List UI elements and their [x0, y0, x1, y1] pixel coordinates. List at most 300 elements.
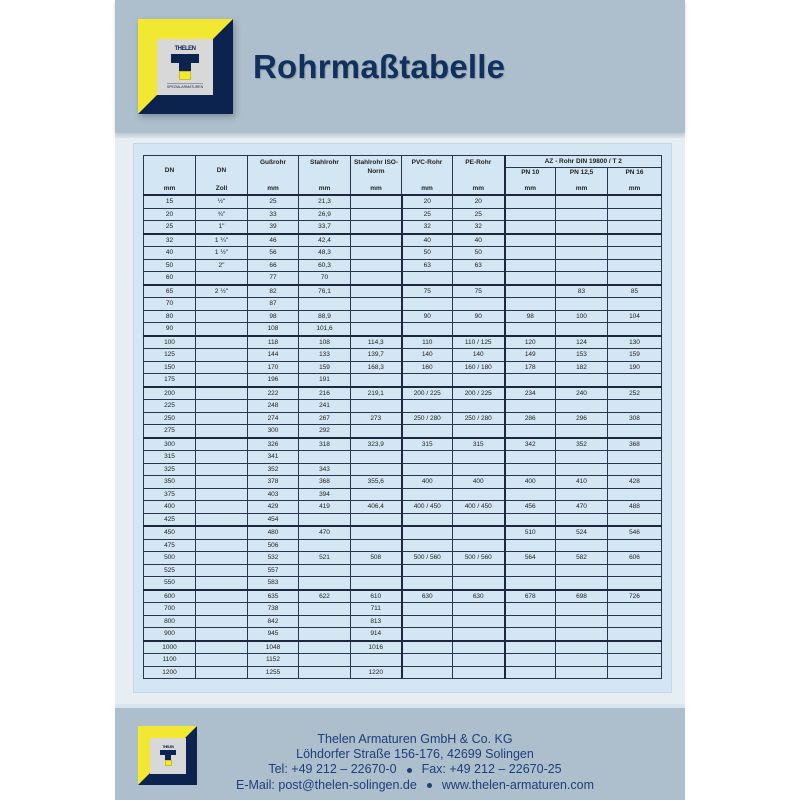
cell-pn10: [505, 272, 556, 285]
cell-pn12: [556, 208, 608, 221]
cell-dn_zoll: [196, 526, 248, 539]
cell-pn10: 564: [505, 552, 556, 565]
header-row-1: [144, 156, 662, 168]
cell-pvc: 200 / 225: [402, 387, 453, 400]
column-unit: mm: [524, 185, 537, 192]
cell-pe: [453, 564, 505, 577]
cell-dn_zoll: 1 ¼": [196, 234, 248, 247]
cell-dn_zoll: [196, 310, 248, 323]
cell-dn_zoll: [196, 603, 248, 616]
cell-guss: 248: [248, 400, 299, 413]
cell-stahl_iso: 139,7: [351, 349, 402, 362]
cell-stahl_iso: [351, 451, 402, 464]
cell-dn_zoll: [196, 641, 248, 654]
cell-pn10: 286: [505, 412, 556, 425]
logo-brand-text: THELEN: [174, 45, 196, 52]
cell-pn12: 296: [556, 412, 608, 425]
logo-inner: [150, 738, 186, 774]
cell-pn10: [505, 628, 556, 641]
cell-guss: 196: [248, 374, 299, 387]
t-mark-icon: [171, 54, 199, 80]
cell-dn_mm: 1100: [144, 654, 196, 667]
cell-stahl_iso: 914: [351, 628, 402, 641]
cell-stahl: 368: [299, 476, 351, 489]
cell-stahl_iso: 406,4: [351, 501, 402, 514]
cell-pn12: 698: [556, 590, 608, 603]
cell-stahl_iso: [351, 234, 402, 247]
cell-pn16: [608, 654, 662, 667]
table-row: [144, 208, 662, 221]
cell-dn_mm: 700: [144, 603, 196, 616]
cell-stahl_iso: [351, 285, 402, 298]
column-unit: mm: [318, 185, 331, 192]
cell-pe: 110 / 125: [453, 336, 505, 349]
cell-dn_mm: 600: [144, 590, 196, 603]
table-row: [144, 387, 662, 400]
cell-guss: 352: [248, 463, 299, 476]
cell-pn12: 182: [556, 361, 608, 374]
cell-pn10: [505, 400, 556, 413]
cell-dn_zoll: [196, 298, 248, 311]
cell-dn_zoll: [196, 349, 248, 362]
cell-dn_zoll: 1": [196, 221, 248, 234]
fax-number: Fax: +49 212 – 22670-25: [421, 762, 562, 777]
cell-stahl: [299, 298, 351, 311]
column-header: [144, 156, 196, 196]
cell-pn10: [505, 298, 556, 311]
cell-pn16: 546: [608, 526, 662, 539]
cell-pe: 20: [453, 195, 505, 208]
cell-dn_mm: 225: [144, 400, 196, 413]
cell-pn12: [556, 425, 608, 438]
contact-block: [195, 732, 635, 793]
cell-guss: 87: [248, 298, 299, 311]
cell-stahl_iso: [351, 195, 402, 208]
cell-pvc: [402, 272, 453, 285]
cell-pe: [453, 513, 505, 526]
cell-pn16: [608, 374, 662, 387]
cell-pe: 315: [453, 438, 505, 451]
cell-pvc: [402, 666, 453, 679]
cell-stahl: [299, 451, 351, 464]
cell-guss: 300: [248, 425, 299, 438]
cell-pn16: [608, 628, 662, 641]
cell-stahl_iso: [351, 323, 402, 336]
column-label: PVC-Rohr: [411, 159, 443, 166]
cell-pn16: [608, 564, 662, 577]
cell-pn10: [505, 577, 556, 590]
cell-dn_mm: 20: [144, 208, 196, 221]
cell-pn12: [556, 298, 608, 311]
cell-stahl_iso: 813: [351, 615, 402, 628]
cell-stahl_iso: [351, 539, 402, 552]
cell-pe: 63: [453, 259, 505, 272]
table-row: [144, 590, 662, 603]
cell-pe: [453, 628, 505, 641]
cell-pvc: [402, 298, 453, 311]
cell-dn_mm: 425: [144, 513, 196, 526]
cell-guss: 429: [248, 501, 299, 514]
table-row: [144, 438, 662, 451]
cell-dn_mm: 50: [144, 259, 196, 272]
cell-pn12: [556, 641, 608, 654]
cell-pn12: [556, 400, 608, 413]
column-header: [299, 156, 351, 196]
cell-stahl: [299, 628, 351, 641]
cell-pvc: [402, 488, 453, 501]
cell-pn10: [505, 666, 556, 679]
cell-guss: 56: [248, 247, 299, 260]
cell-pe: [453, 374, 505, 387]
cell-pn12: [556, 564, 608, 577]
cell-pvc: [402, 526, 453, 539]
bullet-icon: [407, 768, 412, 773]
table-row: [144, 349, 662, 362]
cell-pvc: [402, 513, 453, 526]
table-row: [144, 336, 662, 349]
cell-pvc: 25: [402, 208, 453, 221]
cell-pn12: [556, 463, 608, 476]
cell-pn12: 153: [556, 349, 608, 362]
cell-pe: 200 / 225: [453, 387, 505, 400]
cell-guss: 738: [248, 603, 299, 616]
cell-pn16: 726: [608, 590, 662, 603]
cell-pn10: [505, 259, 556, 272]
cell-pn16: 308: [608, 412, 662, 425]
table-row: [144, 577, 662, 590]
cell-pn12: [556, 234, 608, 247]
cell-stahl_iso: [351, 272, 402, 285]
thelen-logo-small: [138, 726, 197, 785]
table-panel: [133, 143, 672, 693]
cell-stahl: [299, 577, 351, 590]
bullet-icon: [427, 783, 432, 788]
cell-pe: [453, 666, 505, 679]
column-unit: mm: [370, 185, 382, 192]
cell-pvc: 315: [402, 438, 453, 451]
cell-pn16: [608, 425, 662, 438]
cell-pn10: [505, 513, 556, 526]
cell-dn_mm: 500: [144, 552, 196, 565]
table-row: [144, 526, 662, 539]
cell-pe: 32: [453, 221, 505, 234]
cell-pn10: [505, 195, 556, 208]
cell-stahl_iso: 323,9: [351, 438, 402, 451]
cell-pn16: 606: [608, 552, 662, 565]
cell-stahl: [299, 666, 351, 679]
cell-guss: 583: [248, 577, 299, 590]
cell-dn_mm: 375: [144, 488, 196, 501]
cell-pvc: 20: [402, 195, 453, 208]
cell-dn_zoll: [196, 513, 248, 526]
column-unit: mm: [163, 185, 176, 192]
cell-pn12: 410: [556, 476, 608, 489]
cell-pvc: [402, 400, 453, 413]
cell-pn12: [556, 374, 608, 387]
cell-guss: 33: [248, 208, 299, 221]
cell-pn10: [505, 234, 556, 247]
cell-pn10: 400: [505, 476, 556, 489]
cell-pvc: [402, 577, 453, 590]
table-row: [144, 654, 662, 667]
cell-stahl_iso: 168,3: [351, 361, 402, 374]
cell-stahl: 88,9: [299, 310, 351, 323]
column-label: PN 16: [625, 169, 644, 176]
email-link[interactable]: E-Mail: post@thelen-solingen.de: [236, 777, 417, 792]
cell-pn16: 428: [608, 476, 662, 489]
cell-pvc: [402, 539, 453, 552]
company-address: Löhdorfer Straße 156-176, 42699 Solingen: [296, 747, 534, 762]
cell-stahl_iso: 1016: [351, 641, 402, 654]
cell-pe: 50: [453, 247, 505, 260]
table-area: [115, 138, 685, 704]
cell-stahl_iso: 610: [351, 590, 402, 603]
cell-pvc: 400: [402, 476, 453, 489]
cell-pn16: [608, 221, 662, 234]
cell-dn_zoll: [196, 628, 248, 641]
cell-pe: [453, 641, 505, 654]
cell-pn10: 342: [505, 438, 556, 451]
cell-stahl_iso: [351, 400, 402, 413]
cell-pn16: 368: [608, 438, 662, 451]
cell-dn_mm: 200: [144, 387, 196, 400]
column-unit: mm: [472, 185, 485, 192]
cell-pn12: [556, 577, 608, 590]
cell-dn_zoll: [196, 552, 248, 565]
cell-stahl: 108: [299, 336, 351, 349]
cell-guss: 1048: [248, 641, 299, 654]
column-label: Gußrohr: [260, 159, 286, 166]
table-row: [144, 463, 662, 476]
thelen-logo: [138, 19, 233, 114]
cell-pe: [453, 654, 505, 667]
cell-dn_zoll: [196, 438, 248, 451]
cell-pn12: 83: [556, 285, 608, 298]
cell-pn12: [556, 488, 608, 501]
cell-pvc: 250 / 280: [402, 412, 453, 425]
cell-pn12: 352: [556, 438, 608, 451]
cell-dn_mm: 275: [144, 425, 196, 438]
cell-pn10: [505, 208, 556, 221]
cell-stahl: 26,9: [299, 208, 351, 221]
cell-stahl: 419: [299, 501, 351, 514]
cell-guss: 108: [248, 323, 299, 336]
cell-pn10: [505, 539, 556, 552]
cell-stahl: [299, 513, 351, 526]
cell-pe: 40: [453, 234, 505, 247]
column-unit: Zoll: [215, 185, 228, 192]
cell-stahl: 394: [299, 488, 351, 501]
cell-dn_mm: 400: [144, 501, 196, 514]
cell-pvc: [402, 628, 453, 641]
cell-pn16: 488: [608, 501, 662, 514]
cell-pn16: [608, 259, 662, 272]
cell-guss: 454: [248, 513, 299, 526]
cell-pn10: [505, 603, 556, 616]
cell-guss: 144: [248, 349, 299, 362]
cell-pvc: [402, 451, 453, 464]
cell-pn12: [556, 513, 608, 526]
cell-pvc: [402, 463, 453, 476]
cell-stahl: [299, 564, 351, 577]
column-header: [402, 156, 453, 196]
page-title: Rohrmaßtabelle: [253, 48, 506, 85]
cell-guss: 66: [248, 259, 299, 272]
cell-pvc: 75: [402, 285, 453, 298]
cell-pn16: [608, 603, 662, 616]
cell-dn_zoll: [196, 336, 248, 349]
cell-pn16: [608, 195, 662, 208]
column-unit: mm: [575, 185, 588, 192]
column-header: [351, 156, 402, 196]
cell-pvc: 500 / 560: [402, 552, 453, 565]
cell-pn16: 159: [608, 349, 662, 362]
cell-stahl: 60,3: [299, 259, 351, 272]
table-row: [144, 374, 662, 387]
cell-stahl_iso: [351, 208, 402, 221]
footer-band: [115, 708, 685, 800]
cell-dn_mm: 315: [144, 451, 196, 464]
cell-stahl_iso: [351, 374, 402, 387]
cell-dn_zoll: [196, 666, 248, 679]
data-sheet: [115, 0, 685, 800]
cell-pn12: [556, 272, 608, 285]
cell-pn16: 190: [608, 361, 662, 374]
cell-pe: 90: [453, 310, 505, 323]
cell-stahl: 42,4: [299, 234, 351, 247]
cell-dn_mm: 32: [144, 234, 196, 247]
table-row: [144, 488, 662, 501]
cell-dn_zoll: [196, 590, 248, 603]
cell-pe: [453, 526, 505, 539]
cell-dn_zoll: [196, 323, 248, 336]
cell-pe: [453, 451, 505, 464]
company-name: Thelen Armaturen GmbH & Co. KG: [317, 732, 513, 746]
cell-stahl: [299, 539, 351, 552]
column-label: PE-Rohr: [465, 159, 492, 166]
cell-pn12: [556, 654, 608, 667]
cell-pvc: [402, 603, 453, 616]
cell-pn10: 149: [505, 349, 556, 362]
table-row: [144, 451, 662, 464]
cell-pn12: [556, 615, 608, 628]
table-row: [144, 628, 662, 641]
cell-pn16: [608, 615, 662, 628]
cell-stahl_iso: 508: [351, 552, 402, 565]
cell-dn_mm: 300: [144, 438, 196, 451]
cell-pe: [453, 298, 505, 311]
cell-pn16: [608, 247, 662, 260]
cell-pvc: [402, 615, 453, 628]
column-label: Stahlrohr ISO-Norm: [353, 159, 399, 175]
cell-pn16: [608, 666, 662, 679]
column-label: PN 12,5: [569, 169, 594, 176]
cell-pe: [453, 425, 505, 438]
cell-pn16: [608, 463, 662, 476]
cell-dn_zoll: [196, 488, 248, 501]
cell-guss: 82: [248, 285, 299, 298]
cell-pn12: [556, 666, 608, 679]
cell-pn12: [556, 259, 608, 272]
cell-pn12: [556, 323, 608, 336]
cell-pn16: [608, 234, 662, 247]
column-unit: mm: [267, 185, 279, 192]
website-link[interactable]: www.thelen-armaturen.com: [441, 777, 594, 792]
cell-stahl_iso: 219,1: [351, 387, 402, 400]
cell-guss: 480: [248, 526, 299, 539]
column-header: [453, 156, 505, 196]
column-unit: mm: [628, 185, 641, 192]
cell-guss: 945: [248, 628, 299, 641]
cell-stahl: 159: [299, 361, 351, 374]
table-row: [144, 361, 662, 374]
cell-pvc: 50: [402, 247, 453, 260]
table-row: [144, 513, 662, 526]
cell-stahl_iso: [351, 654, 402, 667]
cell-stahl: [299, 641, 351, 654]
cell-guss: 25: [248, 195, 299, 208]
cell-stahl: 470: [299, 526, 351, 539]
cell-dn_zoll: 1 ½": [196, 247, 248, 260]
cell-pe: [453, 603, 505, 616]
cell-guss: 118: [248, 336, 299, 349]
pipe-dimension-table: [143, 155, 662, 679]
phone-fax-line: [195, 762, 635, 777]
cell-pe: 500 / 560: [453, 552, 505, 565]
cell-pn16: [608, 208, 662, 221]
cell-guss: 378: [248, 476, 299, 489]
cell-dn_mm: 1200: [144, 666, 196, 679]
table-row: [144, 247, 662, 260]
cell-guss: 842: [248, 615, 299, 628]
cell-stahl: 70: [299, 272, 351, 285]
column-label: DN: [216, 167, 227, 174]
cell-pn10: 678: [505, 590, 556, 603]
table-row: [144, 425, 662, 438]
cell-guss: 403: [248, 488, 299, 501]
cell-pe: 400: [453, 476, 505, 489]
table-row: [144, 221, 662, 234]
logo-inner: [157, 39, 213, 95]
cell-pn12: 100: [556, 310, 608, 323]
cell-stahl: 191: [299, 374, 351, 387]
cell-dn_zoll: ¾": [196, 208, 248, 221]
cell-stahl: 216: [299, 387, 351, 400]
table-row: [144, 412, 662, 425]
cell-pe: [453, 272, 505, 285]
cell-pn10: 98: [505, 310, 556, 323]
table-row: [144, 195, 662, 208]
cell-dn_zoll: [196, 463, 248, 476]
cell-guss: 77: [248, 272, 299, 285]
cell-stahl_iso: [351, 488, 402, 501]
cell-stahl: 76,1: [299, 285, 351, 298]
cell-dn_zoll: ½": [196, 195, 248, 208]
cell-pn16: [608, 513, 662, 526]
cell-pn16: [608, 539, 662, 552]
cell-stahl_iso: [351, 526, 402, 539]
cell-dn_mm: 25: [144, 221, 196, 234]
cell-pe: 25: [453, 208, 505, 221]
cell-dn_zoll: [196, 425, 248, 438]
column-header: [556, 168, 608, 196]
cell-pn10: 510: [505, 526, 556, 539]
cell-stahl_iso: [351, 259, 402, 272]
cell-pvc: 160: [402, 361, 453, 374]
cell-stahl_iso: [351, 564, 402, 577]
cell-dn_zoll: [196, 501, 248, 514]
cell-pvc: [402, 323, 453, 336]
